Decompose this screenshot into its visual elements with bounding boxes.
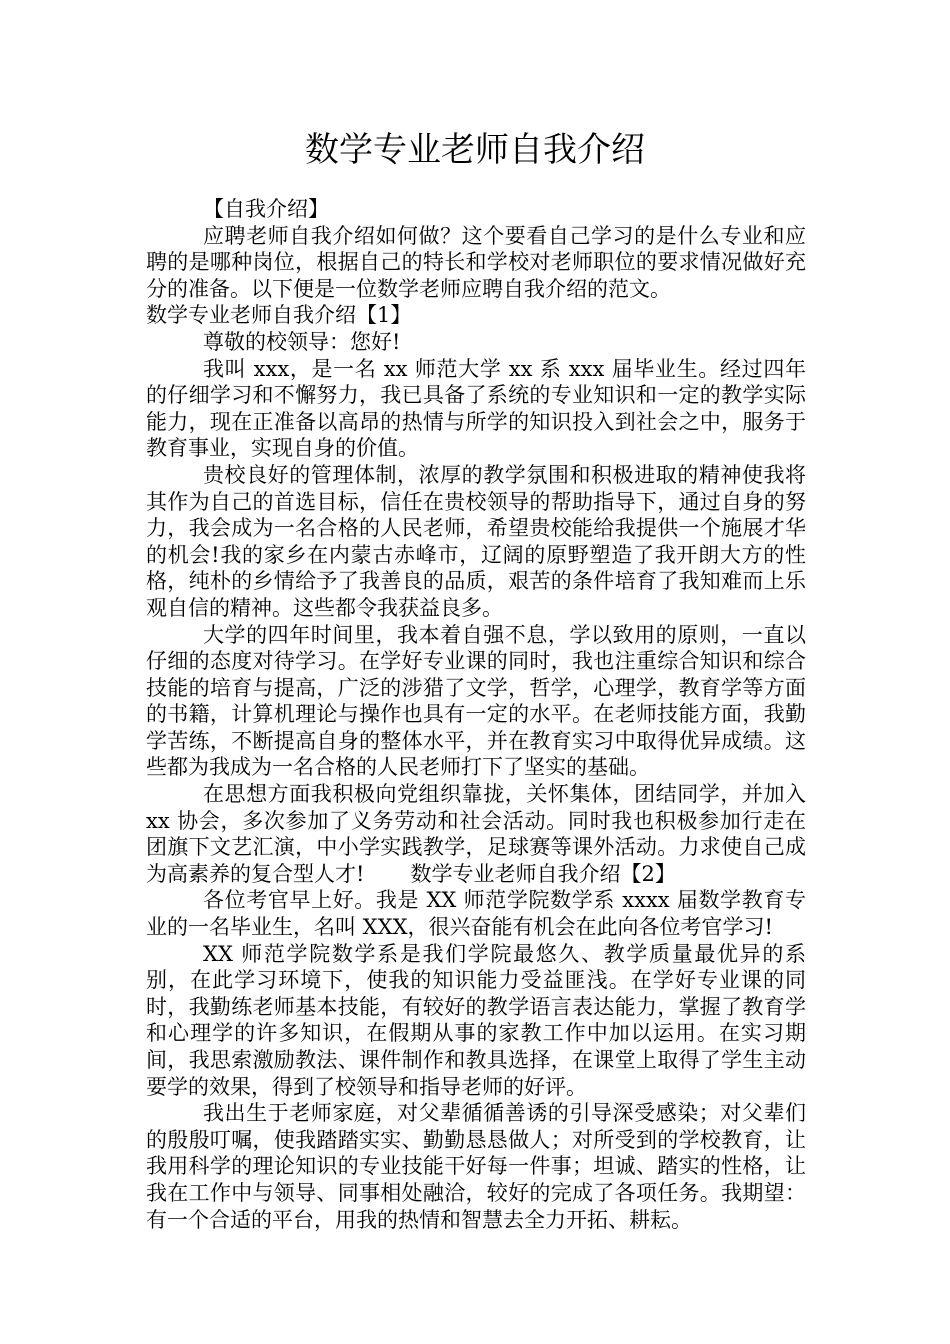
- section-heading-2: 数学专业老师自我介绍【2】: [410, 861, 676, 886]
- paragraph: 各位考官早上好。我是 XX 师范学院数学系 xxxx 届数学教育专业的一名毕业生，名叫 XXX，很兴奋能有机会在此向各位考官学习!: [146, 888, 806, 940]
- greeting: 尊敬的校领导：您好!: [203, 329, 401, 354]
- section-heading-1: 数学专业老师自我介绍【1】: [146, 303, 412, 328]
- paragraph: 在思想方面我积极向党组织靠拢，关怀集体，团结同学，并加入 xx 协会，多次参加了义务劳动和社会活动。同时我也积极参加行走在团旗下文艺汇演，中小学实践教学，足球赛等课外活动。力求使自己成为高素养的复合型人才!: [146, 782, 806, 886]
- paragraph-with-heading: [146, 781, 806, 887]
- paragraph: XX 师范学院数学系是我们学院最悠久、教学质量最优异的系别，在此学习环境下，使我的知识能力受益匪浅。在学好专业课的同时，我勤练老师基本技能，有较好的教学语言表达能力，掌握了教育学和心理学的许多知识，在假期从事的家教工作中加以运用。在实习期间，我思索激励教法、课件制作和教具选择，在课堂上取得了学生主动要学的效果，得到了校领导和指导老师的好评。: [146, 941, 806, 1099]
- paragraph: 贵校良好的管理体制，浓厚的教学氛围和积极进取的精神使我将其作为自己的首选目标，信任在贵校领导的帮助指导下，通过自身的努力，我会成为一名合格的人民老师，希望贵校能给我提供一个施展才华的机会!我的家乡在内蒙古赤峰市，辽阔的原野塑造了我开朗大方的性格，纯朴的乡情给予了我善良的品质，艰苦的条件培育了我知难而上乐观自信的精神。这些都令我获益良多。: [146, 462, 806, 620]
- paragraph: 大学的四年时间里，我本着自强不息，学以致用的原则，一直以仔细的态度对待学习。在学好专业课的同时，我也注重综合知识和综合技能的培育与提高，广泛的涉猎了文学，哲学，心理学，教育学等方面的书籍，计算机理论与操作也具有一定的水平。在老师技能方面，我勤学苦练，不断提高自身的整体水平，并在教育实习中取得优异成绩。这些都为我成为一名合格的人民老师打下了坚实的基础。: [146, 622, 806, 780]
- document-title: 数学专业老师自我介绍: [305, 130, 645, 170]
- section-label: 【自我介绍】: [203, 197, 329, 221]
- paragraph: 我叫 xxx，是一名 xx 师范大学 xx 系 xxx 届毕业生。经过四年的仔细学习和不懈努力，我已具备了系统的专业知识和一定的教学实际能力，现在正准备以高昂的热情与所学的知识投入到社会之中，服务于教育事业，实现自身的价值。: [146, 356, 806, 461]
- paragraph: 我出生于老师家庭，对父辈循循善诱的引导深受感染；对父辈们的殷殷叮嘱，使我踏踏实实、勤勤恳恳做人；对所受到的学校教育，让我用科学的理论知识的专业技能干好每一件事；坦诚、踏实的性格，让我在工作中与领导、同事相处融洽，较好的完成了各项任务。我期望：有一个合适的平台，用我的热情和智慧去全力开拓、耕耘。: [146, 1101, 806, 1232]
- intro-paragraph: 应聘老师自我介绍如何做？这个要看自己学习的是什么专业和应聘的是哪种岗位，根据自己的特长和学校对老师职位的要求情况做好充分的准备。以下便是一位数学老师应聘自我介绍的范文。: [146, 223, 806, 301]
- document-body: [146, 196, 806, 1233]
